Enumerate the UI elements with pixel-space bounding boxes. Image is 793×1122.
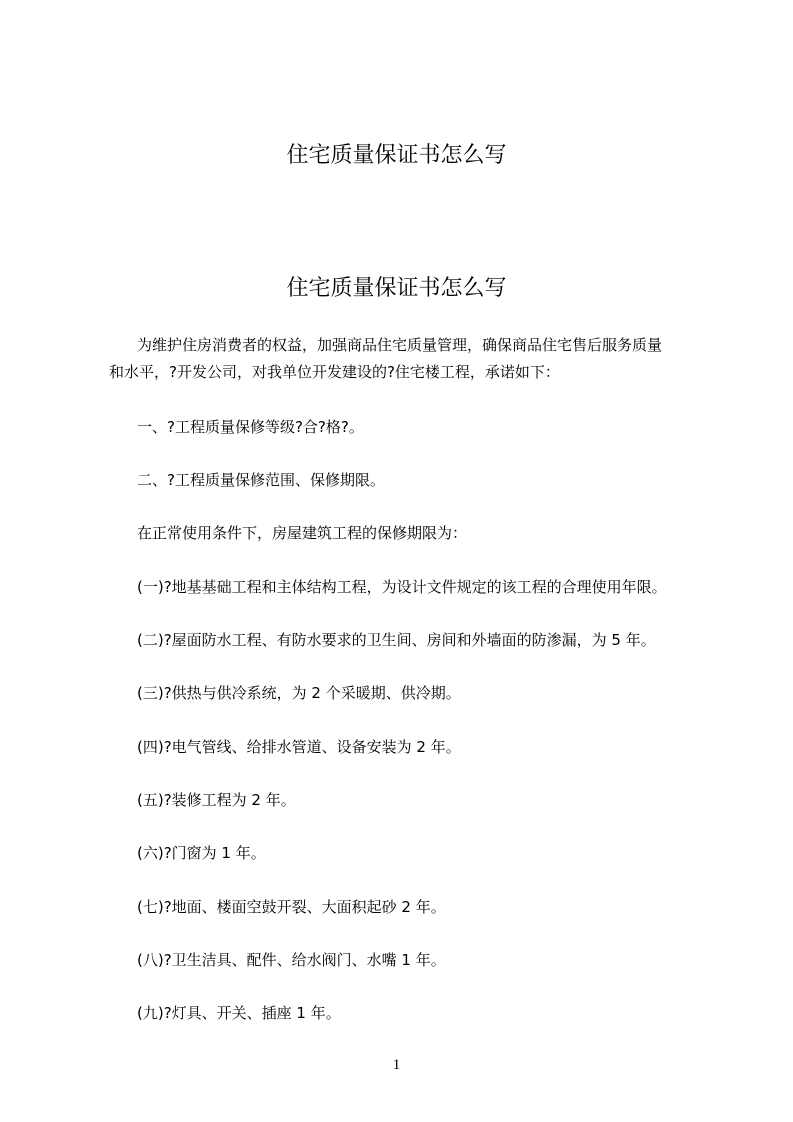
warranty-item-3: (三)?供热与供冷系统，为 2 个采暖期、供冷期。	[137, 684, 461, 702]
document-title-main: 住宅质量保证书怎么写	[286, 276, 507, 301]
warranty-item-7: (七)?地面、楼面空鼓开裂、大面积起砂 2 年。	[137, 898, 446, 916]
warranty-intro: 在正常使用条件下，房屋建筑工程的保修期限为：	[137, 524, 468, 542]
document-title-top: 住宅质量保证书怎么写	[286, 143, 507, 168]
warranty-item-2: (二)?屋面防水工程、有防水要求的卫生间、房间和外墙面的防渗漏，为 5 年。	[137, 631, 656, 649]
page-number: 1	[392, 1057, 401, 1073]
warranty-item-6: (六)?门窗为 1 年。	[137, 844, 266, 862]
warranty-item-1: (一)?地基基础工程和主体结构工程，为设计文件规定的该工程的合理使用年限。	[137, 578, 667, 596]
intro-line-2: 和水平，?开发公司，对我单位开发建设的?住宅楼工程，承诺如下：	[109, 363, 560, 381]
clause-1: 一、?工程质量保修等级?合?格?。	[137, 418, 364, 436]
intro-line-1: 为维护住房消费者的权益，加强商品住宅质量管理，确保商品住宅售后服务质量	[137, 336, 663, 354]
warranty-item-4: (四)?电气管线、给排水管道、设备安装为 2 年。	[137, 738, 461, 756]
clause-2: 二、?工程质量保修范围、保修期限。	[137, 471, 385, 489]
warranty-item-9: (九)?灯具、开关、插座 1 年。	[137, 1004, 341, 1022]
warranty-item-5: (五)?装修工程为 2 年。	[137, 791, 296, 809]
warranty-item-8: (八)?卫生洁具、配件、给水阀门、水嘴 1 年。	[137, 951, 446, 969]
